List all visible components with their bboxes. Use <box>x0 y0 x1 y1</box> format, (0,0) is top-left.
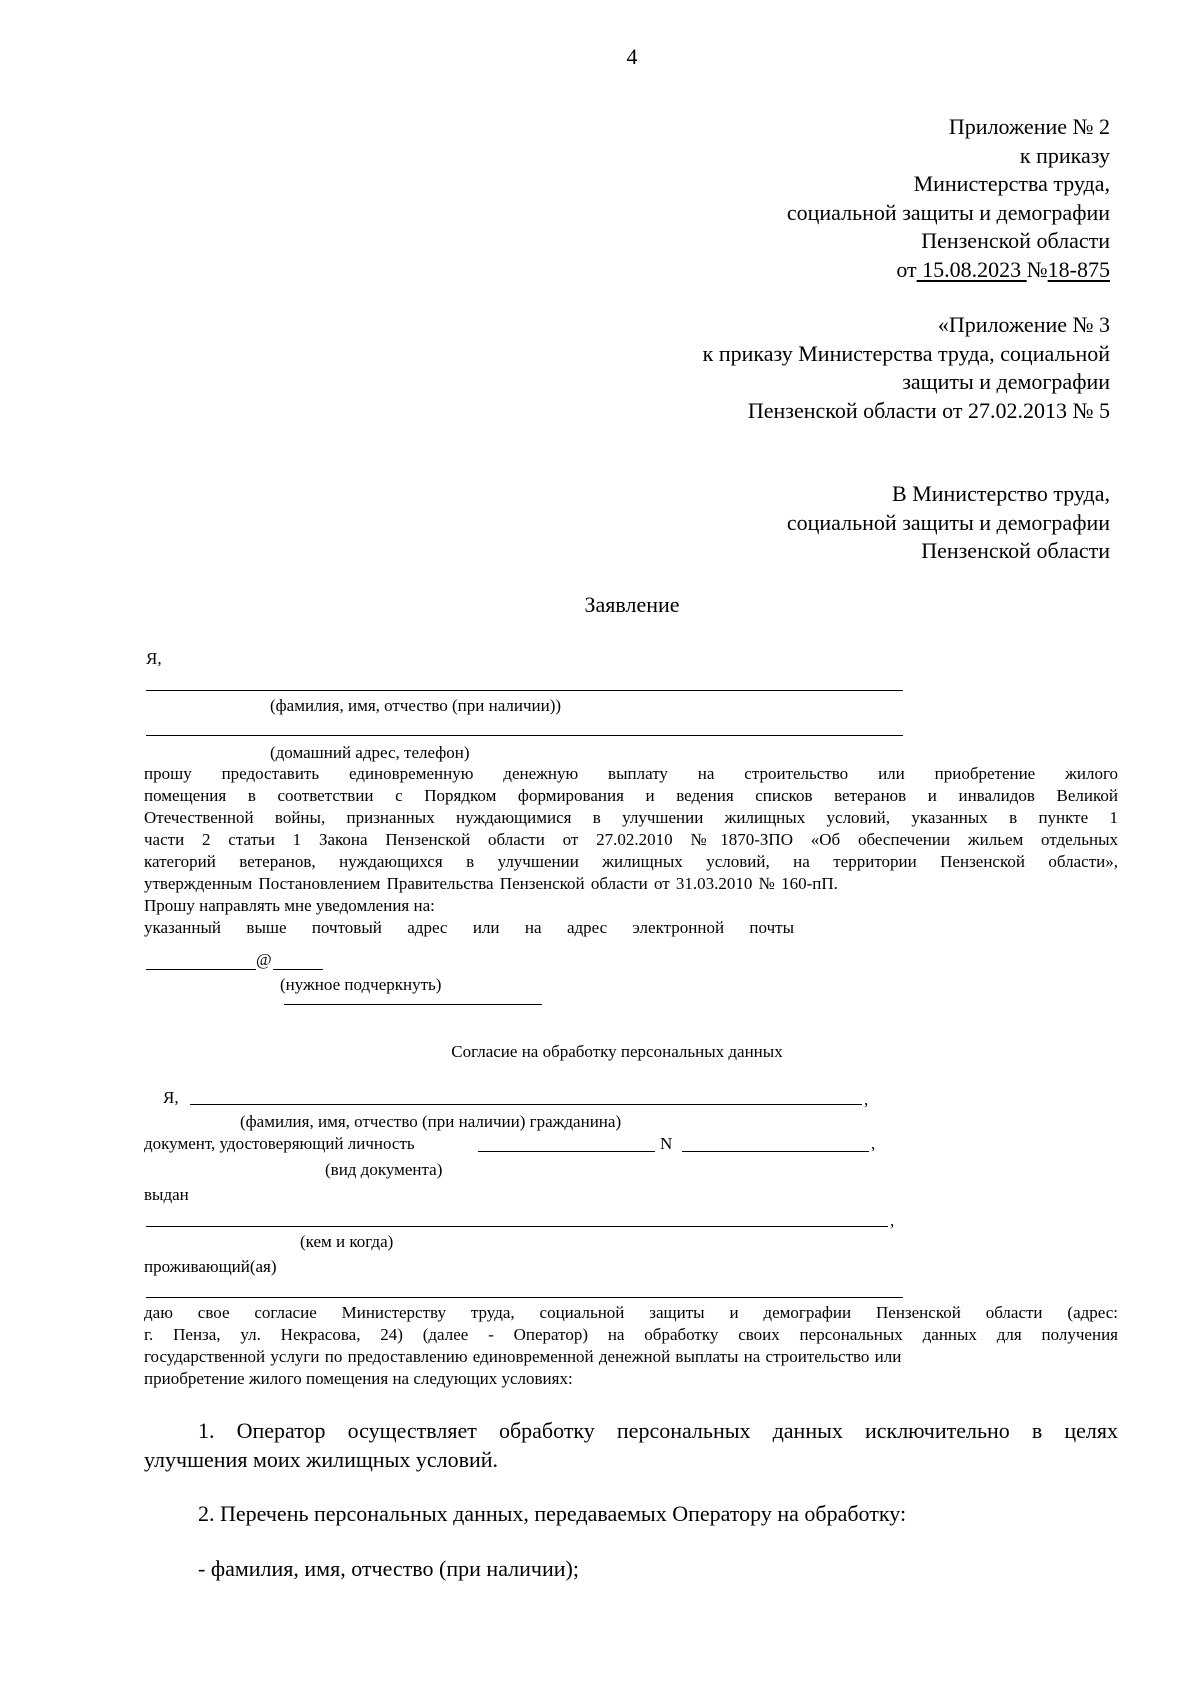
consent-fio-line[interactable] <box>190 1104 862 1105</box>
addressee-block <box>787 480 1110 566</box>
body-line-5: категорий ветеранов, нуждающихся в улучшении жилищных условий, на территории Пензенской области», <box>144 852 1118 871</box>
appendix3-line1: «Приложение № 3 <box>937 312 1110 337</box>
appendix3-line4: Пензенской области от 27.02.2013 № 5 <box>747 397 1110 423</box>
consent-body <box>144 1302 1118 1390</box>
doc-label: документ, удостоверяющий личность <box>144 1134 415 1153</box>
body-line-2: помещения в соответствии с Порядком формирования и ведения списков ветеранов и инвалидов Великой <box>144 786 1118 805</box>
item1-line2: улучшения моих жилищных условий. <box>144 1446 499 1472</box>
appendix2-line4: социальной защиты и демографии <box>786 199 1110 225</box>
consent-line-3: государственной услуги по предоставлению единовременной денежной выплаты на строительство или <box>144 1347 902 1366</box>
page-number: 4 <box>626 44 638 69</box>
consent-line-4: приобретение жилого помещения на следующих условиях: <box>144 1369 573 1388</box>
addressee-line1: В Министерство труда, <box>892 481 1110 506</box>
body-line-1: прошу предоставить единовременную денежную выплату на строительство или приобретение жилого <box>144 764 1118 783</box>
doc-caption: (вид документа) <box>325 1160 443 1179</box>
consent-line-1: даю свое согласие Министерству труда, социальной защиты и демографии Пензенской области (адрес: <box>144 1303 1118 1322</box>
item-2: 2. Перечень персональных данных, передаваемых Оператору на обработку: <box>198 1501 907 1526</box>
doc-number-line[interactable] <box>682 1151 869 1152</box>
underline-caption: (нужное подчеркнуть) <box>280 975 442 994</box>
order-number: 18-875 <box>1047 256 1110 282</box>
fio-caption: (фамилия, имя, отчество (при наличии)) <box>270 696 562 715</box>
item1-line1: 1. Оператор осуществляет обработку персональных данных исключительно в целях <box>198 1418 1118 1443</box>
item-1 <box>144 1417 1118 1474</box>
residing-field-line[interactable] <box>146 1297 903 1298</box>
appendix3-line2: к приказу Министерства труда, социальной <box>702 340 1110 366</box>
item2-bullet-1: - фамилия, имя, отчество (при наличии); <box>198 1556 579 1581</box>
issued-caption: (кем и когда) <box>300 1232 394 1251</box>
issued-field-line[interactable] <box>146 1226 888 1227</box>
doc-number-label: N <box>660 1134 673 1153</box>
appendix3-line3: защиты и демографии <box>902 369 1110 394</box>
body-line-6: утвержденным Постановлением Правительства Пензенской области от 31.03.2010 № 160-пП. <box>144 874 838 893</box>
appendix2-line5: Пензенской области <box>921 228 1110 253</box>
appendix3-header <box>703 311 1110 425</box>
addressee-line2: социальной защиты и демографии <box>786 509 1110 535</box>
issued-comma: , <box>890 1211 895 1230</box>
issued-label: выдан <box>144 1185 189 1204</box>
fio-field-line[interactable] <box>146 690 903 691</box>
notify-options[interactable]: указанный выше почтовый адрес или на адрес электронной почты <box>144 918 794 937</box>
appendix2-line2: к приказу <box>1019 142 1110 168</box>
residing-label: проживающий(ая) <box>144 1257 277 1276</box>
email-at: @ <box>256 950 272 969</box>
number-sign: № <box>1026 256 1048 282</box>
email-domain-line[interactable] <box>273 969 323 970</box>
doc-comma: , <box>871 1134 876 1153</box>
consent-title: Согласие на обработку персональных данных <box>451 1042 783 1061</box>
address-caption: (домашний адрес, телефон) <box>270 743 470 762</box>
email-user-line[interactable] <box>146 969 256 970</box>
consent-line-2: г. Пенза, ул. Некрасова, 24) (далее - Оператор) на обработку своих персональных данных для получения <box>144 1325 1118 1344</box>
consent-ya: Я, <box>163 1088 179 1107</box>
appendix2-date-line <box>787 256 1110 285</box>
caption-underline <box>284 1004 542 1005</box>
body-line-3: Отечественной войны, признанных нуждающимися в улучшении жилищных условий, указанных в пункте 1 <box>144 808 1118 827</box>
body-line-4: части 2 статьи 1 Закона Пензенской области от 27.02.2010 №1870-ЗПО «Об обеспечении жильем отдельных <box>144 830 1118 849</box>
notify-line: Прошу направлять мне уведомления на: <box>144 896 435 915</box>
addressee-line3: Пензенской области <box>921 538 1110 563</box>
consent-fio-caption: (фамилия, имя, отчество (при наличии) гражданина) <box>240 1112 622 1131</box>
address-field-line[interactable] <box>146 735 903 736</box>
appendix2-line1: Приложение № 2 <box>948 114 1110 139</box>
application-ya: Я, <box>146 649 162 668</box>
date-prefix: от <box>896 256 917 282</box>
application-title: Заявление <box>584 592 680 617</box>
order-date: 15.08.2023 <box>916 256 1027 282</box>
doc-type-line[interactable] <box>478 1151 655 1152</box>
application-body <box>144 763 1118 939</box>
appendix2-header <box>787 113 1110 284</box>
consent-fio-comma: , <box>864 1090 869 1109</box>
appendix2-line3: Министерства труда, <box>913 171 1110 196</box>
